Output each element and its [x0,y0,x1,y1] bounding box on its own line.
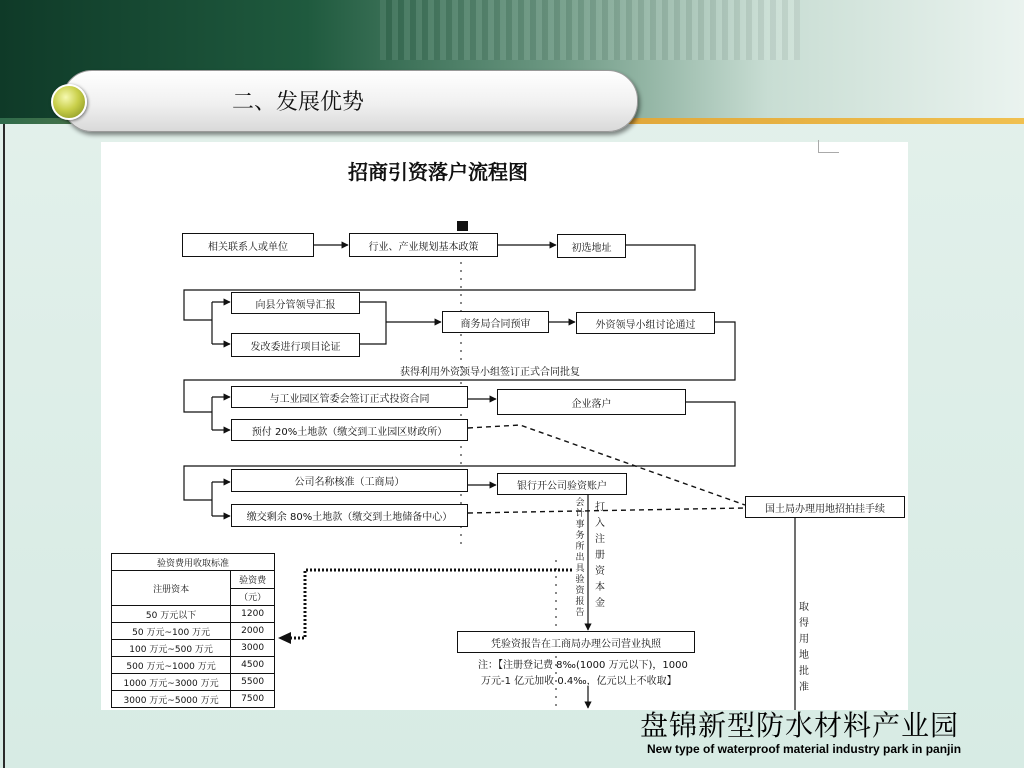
fee-header-capital: 注册资本 [112,571,231,606]
fee-value: 1200 [231,606,275,623]
box-commerce-review: 商务局合同预审 [442,311,549,333]
table-row [112,606,275,623]
table-row [112,640,275,657]
box-industry-policy: 行业、产业规划基本政策 [349,233,498,257]
box-name-approval: 公司名称核准（工商局） [231,469,468,492]
note-fee-line-1: 注：【注册登记费 8‰(1000 万元以下)，1000 [478,660,688,671]
box-land-bureau: 国土局办理用地招拍挂手续 [745,496,905,518]
fee-value: 5500 [231,674,275,691]
box-pay-rest: 缴交剩余 80%土地款（缴交到土地储备中心） [231,504,468,527]
start-marker [457,221,468,231]
box-bank-account: 银行开公司验资账户 [497,473,627,495]
note-approval: 获得利用外资领导小组签订正式合同批复 [400,367,580,378]
fee-capital: 1000 万元~3000 万元 [112,674,231,691]
fee-value: 2000 [231,623,275,640]
fee-header-fee: 验资费 [231,571,275,589]
flowchart-title: 招商引资落户流程图 [348,160,528,184]
box-site-select: 初选地址 [557,234,626,258]
table-row [112,674,275,691]
box-sign-contract: 与工业园区管委会签订正式投资合同 [231,386,468,408]
fee-value: 3000 [231,640,275,657]
fee-capital: 100 万元~500 万元 [112,640,231,657]
fee-value: 7500 [231,691,275,708]
table-row [112,623,275,640]
brand-name-cn: 盘锦新型防水材料产业园 [640,709,960,742]
box-license: 凭验资报告在工商局办理公司营业执照 [457,631,695,653]
fee-header-unit: （元） [231,588,275,606]
box-foreign-group: 外资领导小组讨论通过 [576,312,715,334]
fee-capital: 3000 万元~5000 万元 [112,691,231,708]
fee-capital: 50 万元以下 [112,606,231,623]
box-settle: 企业落户 [497,389,686,415]
note-fee-line-2: 万元-1 亿元加收 0.4‰，亿元以上不收取】 [481,676,677,687]
note-capital-deposit: 打入注册资本金 [595,502,605,609]
fee-capital: 500 万元~1000 万元 [112,657,231,674]
fee-table [111,553,275,708]
table-row [112,657,275,674]
note-accounting-report: 会计事务所出具验资报告 [575,498,585,618]
note-land-approval: 取得用地批准 [799,602,809,693]
fee-capital: 50 万元~100 万元 [112,623,231,640]
brand-name-en: New type of waterproof material industry park in panjin [647,742,962,756]
box-reform-demo: 发改委进行项目论证 [231,333,360,357]
section-title: 二、发展优势 [232,90,365,115]
box-report-leader: 向县分管领导汇报 [231,292,360,314]
box-prepay-land: 预付 20%土地款（缴交到工业园区财政所） [231,419,468,441]
fee-table-caption: 验资费用收取标准 [112,554,275,571]
table-row [112,691,275,708]
box-contact: 相关联系人或单位 [182,233,314,257]
fee-value: 4500 [231,657,275,674]
